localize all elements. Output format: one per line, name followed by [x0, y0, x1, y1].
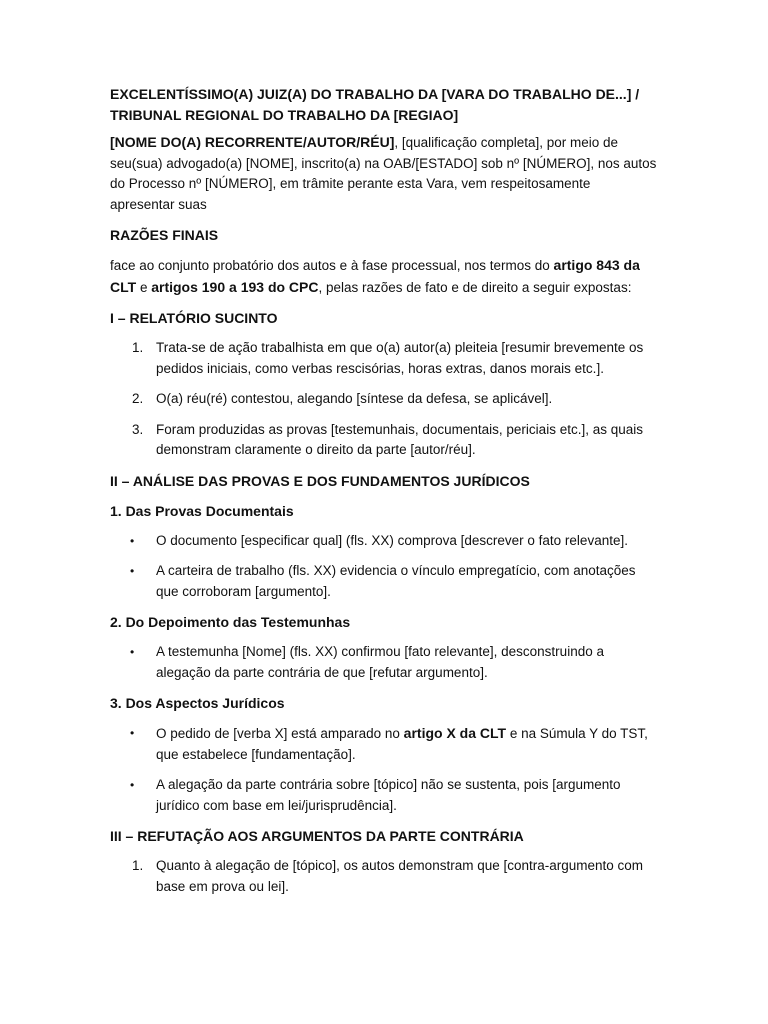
- list-item: [110, 531, 658, 552]
- list-item: [110, 642, 658, 683]
- list-item: [110, 723, 658, 765]
- list-item: [110, 338, 658, 379]
- subsection-witness-testimony-heading: 2. Do Depoimento das Testemunhas: [110, 614, 351, 630]
- list-item: [110, 420, 658, 461]
- section-3-heading: III – REFUTAÇÃO AOS ARGUMENTOS DA PARTE CONTRÁRIA: [110, 828, 524, 844]
- bullet-icon: •: [130, 645, 135, 659]
- list-item-text: O documento [especificar qual] (fls. XX) comprova [descrever o fato relevante].: [156, 532, 628, 548]
- intro-paragraph: [110, 132, 658, 215]
- bullet-icon: •: [130, 778, 135, 792]
- legal-aspects-list: [110, 723, 658, 816]
- legal-basis-paragraph: [110, 255, 658, 298]
- list-item-text: A testemunha [Nome] (fls. XX) confirmou [fato relevante], desconstruindo a alegação da parte contrária de que [refutar argumento].: [156, 644, 604, 680]
- list-item-text: A alegação da parte contrária sobre [tópico] não se sustenta, pois [argumento jurídico com base em lei/jurisprudência].: [156, 777, 621, 813]
- section-1-list: [110, 338, 658, 461]
- list-item: [110, 389, 658, 410]
- list-item: [110, 775, 658, 816]
- basis-text-2: e: [136, 279, 152, 295]
- court-address-header: EXCELENTÍSSIMO(A) JUIZ(A) DO TRABALHO DA [VARA DO TRABALHO DE...] / TRIBUNAL REGIONAL DO TRABALHO DA [REGIAO]: [110, 86, 640, 123]
- section-2-heading: II – ANÁLISE DAS PROVAS E DOS FUNDAMENTOS JURÍDICOS: [110, 472, 530, 489]
- basis-text-3: , pelas razões de fato e de direito a seguir expostas:: [318, 279, 632, 295]
- document-title: RAZÕES FINAIS: [110, 227, 219, 243]
- list-item-text: Foram produzidas as provas [testemunhais, documentais, periciais etc.], as quais demonstram claramente o direito da parte [autor/réu].: [156, 421, 643, 457]
- section-3-list: [110, 856, 658, 897]
- intro-text: , [qualificação completa], por meio de seu(sua) advogado(a) [NOME], inscrito(a) na OAB/[ESTADO] sob nº [NÚMERO], nos autos do Processo nº [NÚMERO], em trâmite perante esta Vara, vem respeitosamente apresentar suas: [110, 135, 657, 212]
- witness-testimony-list: [110, 642, 658, 683]
- documentary-evidence-list: [110, 531, 658, 603]
- list-item-text: O(a) réu(ré) contestou, alegando [síntese da defesa, se aplicável].: [156, 391, 553, 406]
- subsection-documentary-evidence-heading: 1. Das Provas Documentais: [110, 502, 294, 519]
- bullet-icon: •: [130, 564, 135, 578]
- list-item-text: A carteira de trabalho (fls. XX) evidencia o vínculo empregatício, com anotações que corroboram [argumento].: [156, 563, 636, 599]
- legal-text-1: O pedido de [verba X] está amparado no: [156, 726, 404, 741]
- legal-bold-article: artigo X da CLT: [403, 725, 507, 741]
- list-number: 1.: [132, 858, 144, 873]
- basis-text-1: face ao conjunto probatório dos autos e à fase processual, nos termos do: [110, 258, 554, 273]
- basis-bold-cpc: artigos 190 a 193 do CPC: [151, 278, 319, 295]
- list-number: 2.: [132, 391, 144, 406]
- list-item-text: [156, 726, 648, 762]
- subsection-legal-aspects-heading: 3. Dos Aspectos Jurídicos: [110, 695, 285, 711]
- list-item-text: Quanto à alegação de [tópico], os autos demonstram que [contra-argumento com base em prova ou lei].: [156, 858, 644, 894]
- list-number: 3.: [132, 421, 144, 437]
- section-1-heading: I – RELATÓRIO SUCINTO: [110, 310, 278, 326]
- list-number: 1.: [132, 340, 144, 355]
- bullet-icon: •: [130, 726, 135, 740]
- legal-text-2: e na Súmula Y do TST, que estabelece [fundamentação].: [156, 726, 648, 762]
- basis-bold-clt: artigo 843 da CLT: [110, 257, 640, 295]
- list-item-text: Trata-se de ação trabalhista em que o(a) autor(a) pleiteia [resumir brevemente os pedidos iniciais, como verbas rescisórias, horas extras, danos morais etc.].: [156, 340, 644, 376]
- party-name: [NOME DO(A) RECORRENTE/AUTOR/RÉU]: [110, 134, 395, 150]
- list-item: [110, 856, 658, 897]
- list-item: [110, 561, 658, 602]
- bullet-icon: •: [130, 533, 135, 548]
